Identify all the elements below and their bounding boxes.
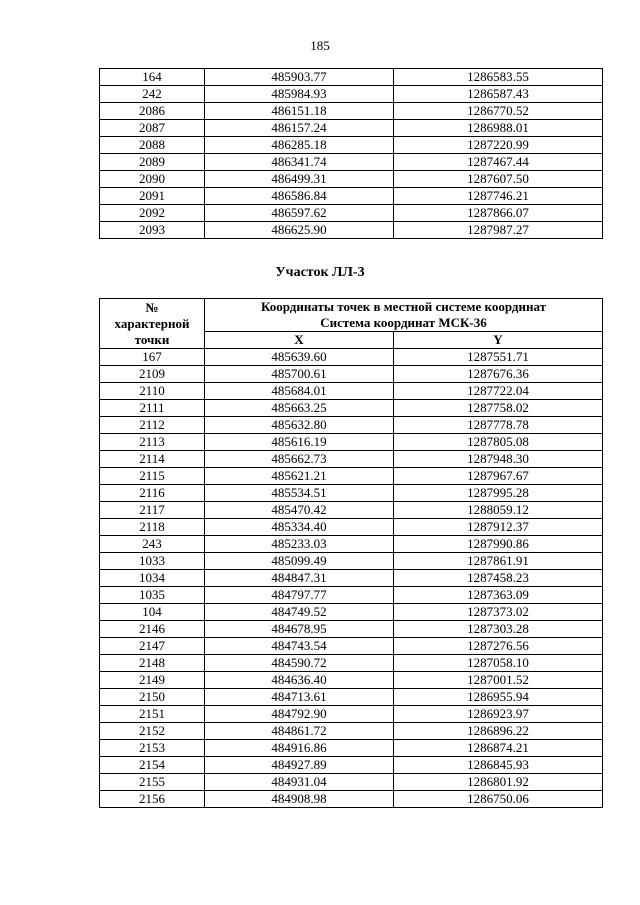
y-coordinate-cell: 1286874.21 <box>394 740 603 757</box>
table-row <box>100 502 603 519</box>
table-row <box>100 706 603 723</box>
point-number-cell: 2156 <box>100 791 205 808</box>
table-row <box>100 154 603 171</box>
y-coordinate-cell: 1286896.22 <box>394 723 603 740</box>
table-row <box>100 689 603 706</box>
point-number-cell: 2150 <box>100 689 205 706</box>
table-row <box>100 137 603 154</box>
y-coordinate-cell: 1286587.43 <box>394 86 603 103</box>
y-column-header: Y <box>394 332 603 349</box>
x-coordinate-cell: 484927.89 <box>205 757 394 774</box>
section-title: Участок ЛЛ-3 <box>275 265 365 280</box>
point-number-cell: 2118 <box>100 519 205 536</box>
point-number-cell: 1033 <box>100 553 205 570</box>
y-coordinate-cell: 1287058.10 <box>394 655 603 672</box>
point-number-cell: 2113 <box>100 434 205 451</box>
x-coordinate-cell: 484916.86 <box>205 740 394 757</box>
table-row <box>100 222 603 239</box>
x-coordinate-cell: 484861.72 <box>205 723 394 740</box>
x-coordinate-cell: 486625.90 <box>205 222 394 239</box>
point-number-cell: 2152 <box>100 723 205 740</box>
table-row <box>100 366 603 383</box>
table-row <box>100 570 603 587</box>
point-number-cell: 1035 <box>100 587 205 604</box>
x-coordinate-cell: 484847.31 <box>205 570 394 587</box>
x-column-header: X <box>205 332 394 349</box>
x-coordinate-cell: 485534.51 <box>205 485 394 502</box>
point-number-cell: 2088 <box>100 137 205 154</box>
y-coordinate-cell: 1286923.97 <box>394 706 603 723</box>
point-number-cell: 2093 <box>100 222 205 239</box>
y-coordinate-cell: 1287607.50 <box>394 171 603 188</box>
y-coordinate-cell: 1286770.52 <box>394 103 603 120</box>
point-number-header <box>100 299 205 349</box>
point-number-cell: 167 <box>100 349 205 366</box>
x-coordinate-cell: 484636.40 <box>205 672 394 689</box>
point-number-cell: 2111 <box>100 400 205 417</box>
coordinates-table-continued-body <box>100 69 603 239</box>
table-row <box>100 723 603 740</box>
table-row <box>100 672 603 689</box>
x-coordinate-cell: 485663.25 <box>205 400 394 417</box>
y-coordinate-cell: 1287912.37 <box>394 519 603 536</box>
x-coordinate-cell: 484797.77 <box>205 587 394 604</box>
x-coordinate-cell: 485621.21 <box>205 468 394 485</box>
point-number-cell: 2090 <box>100 171 205 188</box>
table-row <box>100 519 603 536</box>
point-header-line-1: № <box>145 299 159 315</box>
x-coordinate-cell: 486341.74 <box>205 154 394 171</box>
table-row <box>100 621 603 638</box>
x-coordinate-cell: 486586.84 <box>205 188 394 205</box>
y-coordinate-cell: 1286988.01 <box>394 120 603 137</box>
y-coordinate-cell: 1287722.04 <box>394 383 603 400</box>
x-coordinate-cell: 484931.04 <box>205 774 394 791</box>
y-coordinate-cell: 1287805.08 <box>394 434 603 451</box>
x-coordinate-cell: 486285.18 <box>205 137 394 154</box>
table-row <box>100 638 603 655</box>
point-number-cell: 2117 <box>100 502 205 519</box>
y-coordinate-cell: 1287676.36 <box>394 366 603 383</box>
x-coordinate-cell: 485470.42 <box>205 502 394 519</box>
table-row <box>100 349 603 366</box>
y-coordinate-cell: 1287778.78 <box>394 417 603 434</box>
x-coordinate-cell: 485700.61 <box>205 366 394 383</box>
x-coordinate-cell: 486151.18 <box>205 103 394 120</box>
x-coordinate-cell: 485334.40 <box>205 519 394 536</box>
x-coordinate-cell: 484743.54 <box>205 638 394 655</box>
table-row <box>100 485 603 502</box>
point-number-cell: 2110 <box>100 383 205 400</box>
point-number-cell: 2154 <box>100 757 205 774</box>
table-row <box>100 86 603 103</box>
table-row <box>100 69 603 86</box>
point-number-cell: 2087 <box>100 120 205 137</box>
table-row <box>100 205 603 222</box>
table-row <box>100 468 603 485</box>
y-coordinate-cell: 1287948.30 <box>394 451 603 468</box>
y-coordinate-cell: 1286955.94 <box>394 689 603 706</box>
x-coordinate-cell: 485233.03 <box>205 536 394 553</box>
x-coordinate-cell: 485632.80 <box>205 417 394 434</box>
point-number-cell: 2112 <box>100 417 205 434</box>
x-coordinate-cell: 486499.31 <box>205 171 394 188</box>
table-row <box>100 587 603 604</box>
x-coordinate-cell: 485639.60 <box>205 349 394 366</box>
point-header-line-3: точки <box>134 331 170 347</box>
x-coordinate-cell: 486597.62 <box>205 205 394 222</box>
y-coordinate-cell: 1287967.67 <box>394 468 603 485</box>
coords-header-line-2: Система координат МСК-36 <box>205 315 603 332</box>
point-number-cell: 104 <box>100 604 205 621</box>
x-coordinate-cell: 485616.19 <box>205 434 394 451</box>
table-row <box>100 171 603 188</box>
point-number-cell: 2092 <box>100 205 205 222</box>
y-coordinate-cell: 1287373.02 <box>394 604 603 621</box>
point-number-cell: 164 <box>100 69 205 86</box>
table-row <box>100 417 603 434</box>
y-coordinate-cell: 1287990.86 <box>394 536 603 553</box>
point-number-cell: 2155 <box>100 774 205 791</box>
table-row <box>100 400 603 417</box>
point-number-cell: 243 <box>100 536 205 553</box>
table-row <box>100 188 603 205</box>
y-coordinate-cell: 1287467.44 <box>394 154 603 171</box>
y-coordinate-cell: 1287363.09 <box>394 587 603 604</box>
y-coordinate-cell: 1287861.91 <box>394 553 603 570</box>
point-number-cell: 2147 <box>100 638 205 655</box>
table-row <box>100 434 603 451</box>
x-coordinate-cell: 484749.52 <box>205 604 394 621</box>
x-coordinate-cell: 485984.93 <box>205 86 394 103</box>
header-row <box>100 299 603 316</box>
coordinates-table-continued <box>99 68 603 239</box>
y-coordinate-cell: 1287866.07 <box>394 205 603 222</box>
x-coordinate-cell: 484713.61 <box>205 689 394 706</box>
y-coordinate-cell: 1287303.28 <box>394 621 603 638</box>
x-coordinate-cell: 485684.01 <box>205 383 394 400</box>
x-coordinate-cell: 485662.73 <box>205 451 394 468</box>
y-coordinate-cell: 1287995.28 <box>394 485 603 502</box>
table-row <box>100 604 603 621</box>
point-number-cell: 2151 <box>100 706 205 723</box>
x-coordinate-cell: 486157.24 <box>205 120 394 137</box>
point-number-cell: 2091 <box>100 188 205 205</box>
point-header-line-2: характерной <box>114 315 190 331</box>
y-coordinate-cell: 1287220.99 <box>394 137 603 154</box>
y-coordinate-cell: 1287458.23 <box>394 570 603 587</box>
coordinates-table-ll3-body <box>100 349 603 808</box>
point-number-cell: 2148 <box>100 655 205 672</box>
x-coordinate-cell: 485099.49 <box>205 553 394 570</box>
x-coordinate-cell: 484678.95 <box>205 621 394 638</box>
x-coordinate-cell: 485903.77 <box>205 69 394 86</box>
y-coordinate-cell: 1286750.06 <box>394 791 603 808</box>
table-row <box>100 774 603 791</box>
page-number: 185 <box>310 38 330 53</box>
table-row <box>100 383 603 400</box>
y-coordinate-cell: 1286801.92 <box>394 774 603 791</box>
coords-header-line-1: Координаты точек в местной системе координат <box>205 299 603 316</box>
x-coordinate-cell: 484792.90 <box>205 706 394 723</box>
y-coordinate-cell: 1287001.52 <box>394 672 603 689</box>
table-row <box>100 655 603 672</box>
table-row <box>100 120 603 137</box>
point-number-cell: 242 <box>100 86 205 103</box>
table-row <box>100 791 603 808</box>
coordinates-table-ll3 <box>99 298 603 808</box>
y-coordinate-cell: 1288059.12 <box>394 502 603 519</box>
point-number-cell: 2109 <box>100 366 205 383</box>
table-header <box>100 299 603 349</box>
table-row <box>100 740 603 757</box>
y-coordinate-cell: 1287758.02 <box>394 400 603 417</box>
y-coordinate-cell: 1287987.27 <box>394 222 603 239</box>
x-coordinate-cell: 484590.72 <box>205 655 394 672</box>
x-coordinate-cell: 484908.98 <box>205 791 394 808</box>
y-coordinate-cell: 1287746.21 <box>394 188 603 205</box>
point-number-cell: 2149 <box>100 672 205 689</box>
point-number-cell: 2089 <box>100 154 205 171</box>
point-number-cell: 2153 <box>100 740 205 757</box>
table-row <box>100 451 603 468</box>
point-number-cell: 2146 <box>100 621 205 638</box>
point-number-cell: 2114 <box>100 451 205 468</box>
table-row <box>100 553 603 570</box>
y-coordinate-cell: 1286845.93 <box>394 757 603 774</box>
table-row <box>100 757 603 774</box>
point-number-cell: 2116 <box>100 485 205 502</box>
table-row <box>100 536 603 553</box>
point-number-cell: 1034 <box>100 570 205 587</box>
point-number-cell: 2086 <box>100 103 205 120</box>
y-coordinate-cell: 1286583.55 <box>394 69 603 86</box>
y-coordinate-cell: 1287551.71 <box>394 349 603 366</box>
table-row <box>100 103 603 120</box>
y-coordinate-cell: 1287276.56 <box>394 638 603 655</box>
point-number-cell: 2115 <box>100 468 205 485</box>
